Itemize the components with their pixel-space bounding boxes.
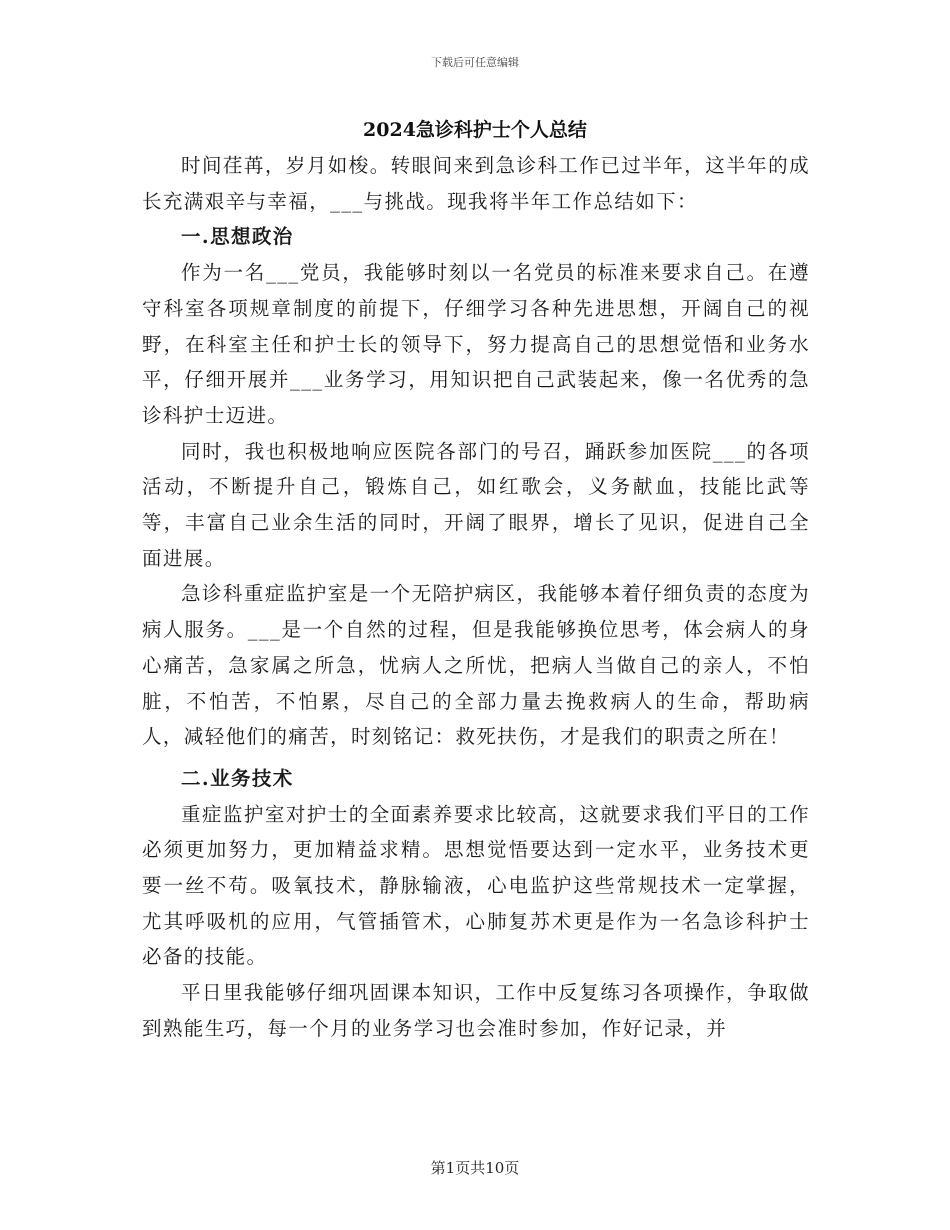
paragraph-icu-service: 急诊科重症监护室是一个无陪护病区，我能够本着仔细负责的态度为病人服务。___是一个自然的过程，但是我能够换位思考，体会病人的身心痛苦，急家属之所急，忧病人之所忧，把病人当做自己的亲人，不怕脏，不怕苦，不怕累，尽自己的全部力量去挽救病人的生命，帮助病人，减轻他们的痛苦，时刻铭记：救死扶伤，才是我们的职责之所在！ <box>142 582 810 749</box>
paragraph-skill-requirements: 重症监护室对护士的全面素养要求比较高，这就要求我们平日的工作必须更加努力，更加精益求精。思想觉悟要达到一定水平，业务技术更要一丝不苟。吸氧技术，静脉输液，心电监护这些常规技术一定掌握，尤其呼吸机的应用，气管插管术，心肺复苏术更是作为一名急诊科护士必备的技能。 <box>142 802 810 969</box>
section-heading-politics: 一.思想政治 <box>181 225 294 249</box>
document-body <box>142 148 810 1047</box>
paragraph-activities: 同时，我也积极地响应医院各部门的号召，踊跃参加医院___的各项活动，不断提升自己，锻炼自己，如红歌会，义务献血，技能比武等等，丰富自己业余生活的同时，开阔了眼界，增长了见识，促进自己全面进展。 <box>142 439 810 570</box>
paragraph-intro: 时间荏苒，岁月如梭。转眼间来到急诊科工作已过半年，这半年的成长充满艰辛与幸福，___与挑战。现我将半年工作总结如下： <box>142 154 810 213</box>
paragraph-daily-study: 平日里我能够仔细巩固课本知识，工作中反复练习各项操作，争取做到熟能生巧，每一个月的业务学习也会准时参加，作好记录，并 <box>142 981 810 1040</box>
header-note: 下载后可任意编辑 <box>431 56 519 69</box>
paragraph-party-member: 作为一名___党员，我能够时刻以一名党员的标准来要求自己。在遵守科室各项规章制度的前提下，仔细学习各种先进思想，开阔自己的视野，在科室主任和护士长的领导下，努力提高自己的思想觉悟和业务水平，仔细开展并___业务学习，用知识把自己武装起来，像一名优秀的急诊科护士迈进。 <box>142 261 810 427</box>
page-number: 第1页共10页 <box>430 1159 520 1177</box>
section-heading-skills: 二.业务技术 <box>181 766 294 790</box>
document-title: 2024急诊科护士个人总结 <box>363 119 587 141</box>
